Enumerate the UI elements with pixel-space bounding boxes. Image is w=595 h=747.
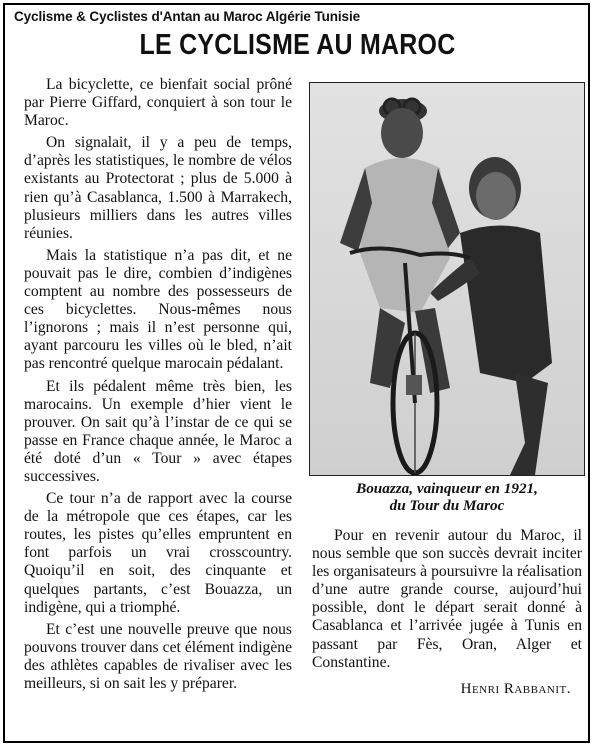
article-title: LE CYCLISME AU MAROC (139, 29, 456, 61)
caption-line: Bouazza, vainqueur en 1921, (356, 480, 538, 497)
photo-caption (309, 480, 585, 514)
article-right-column (312, 527, 582, 676)
cyclist-photo (309, 82, 585, 476)
paragraph: Et c’est une nouvelle preuve que nous pouvons trouver dans cet élément indigène des athlètes capables de rivaliser avec les meilleurs, si on sait les y préparer. (24, 620, 292, 692)
paragraph: Pour en revenir autour du Maroc, il nous semble que son succès devrait inciter les organisateurs à poursuivre la réalisation d’une autre grande course, aujourd’hui possible, dont le départ serait donné à Casablanca et l’arrivée jugée à Tunis en passant par Fès, Oran, Alger et Constantine. (312, 527, 582, 671)
paragraph: Ce tour n’a de rapport avec la course de la métropole que ces étapes, car les routes, les pistes qu’elles empruntent en font parfois un vrai crosscountry. Quoiqu’il en soit, des cinquante et quelques partants, c’est Bouazza, un indigène, qui a triomphé. (24, 490, 292, 616)
paragraph: Mais la statistique n’a pas dit, et ne pouvait pas le dire, combien d’indigènes comptent au nombre des possesseurs de ces bicyclettes. Nous-mêmes nous l’ignorons ; mais il n’est personne qui, ayant parcouru les villes où le bled, n’ait pas rencontré quelque marocain pédalant. (24, 246, 292, 373)
paragraph: La bicyclette, ce bienfait social prôné par Pierre Giffard, conquiert à son tour le Maroc. (24, 76, 292, 130)
author-signature: Henri Rabbanit. (460, 681, 571, 697)
paragraph: Et ils pédalent même très bien, les marocains. Un exemple d’hier vient le prouver. On sait qu’à l’instar de ce qui se passe en France chaque année, le Maroc a été doté d’un « Tour » avec étapes successives. (24, 377, 292, 485)
article-left-column (24, 76, 292, 697)
series-header: Cyclisme & Cyclistes d'Antan au Maroc Algérie Tunisie (14, 9, 361, 24)
paragraph: On signalait, il y a peu de temps, d’après les statistiques, le nombre de vélos existants au Protectorat ; plus de 5.000 à rien qu’à Casablanca, 1.500 à Marrakech, plusieurs milliers dans les autres villes réunies. (24, 134, 292, 242)
caption-line: du Tour du Maroc (389, 497, 505, 514)
